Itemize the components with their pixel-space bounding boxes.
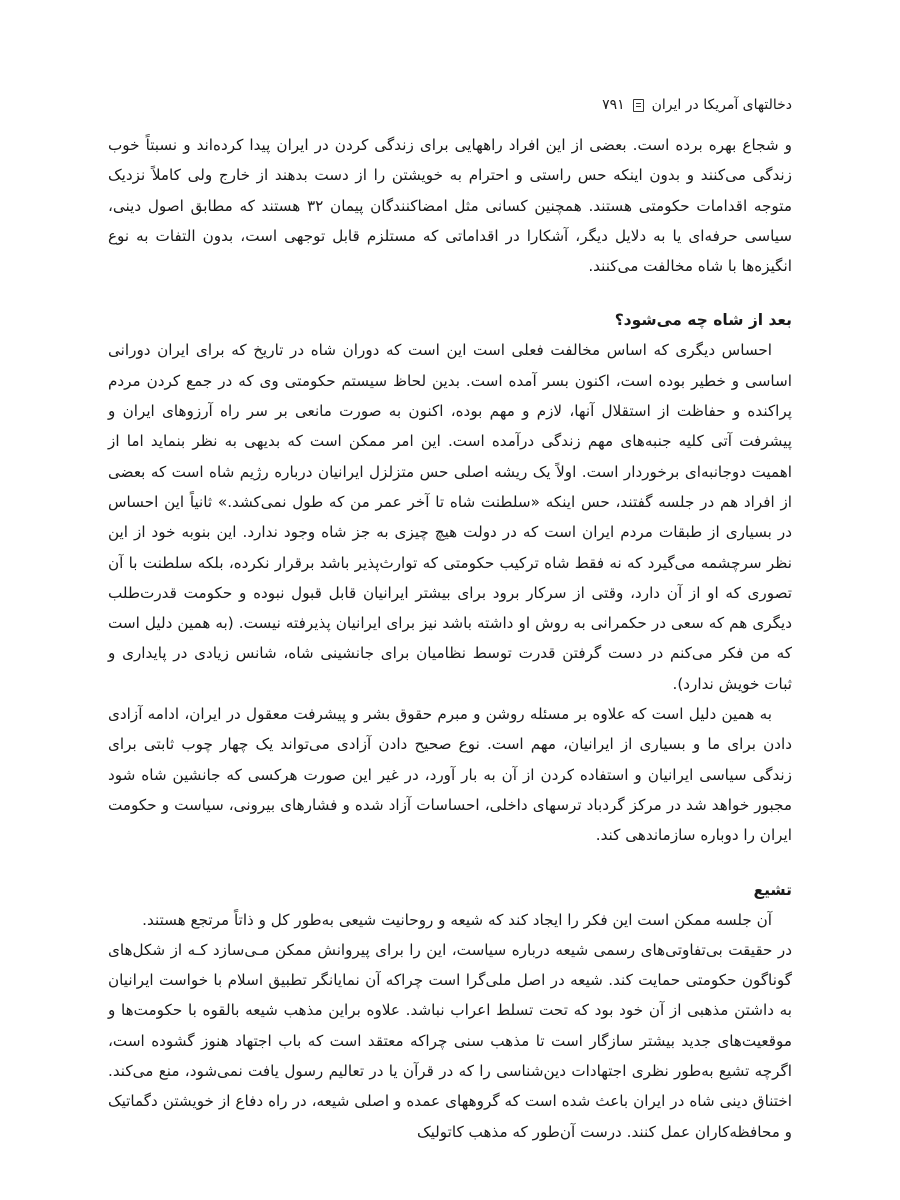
book-page (108, 92, 792, 1147)
running-head (108, 92, 792, 118)
section-heading-shiism: تشیع (753, 880, 792, 899)
paragraph: آن جلسه ممکن است این فکر را ایجاد کند که شیعه و روحانیت شیعی به‌طور کل و ذاتاً مرتجع هستند. (142, 910, 772, 929)
paragraph: در حقیقت بی‌تفاوتی‌های رسمی شیعه درباره سیاست، این را برای پیروانش ممکن مـی‌سازد کـه از شکل‌های گوناگون حکومتی حمایت کند. شیعه در اصل ملی‌گرا است چراکه آن نمایانگر تطبیق اسلام با خواست ایرانیان به داشتن مذهبی از آن خود بود که تحت تسلط اعراب نباشد. علاوه براین مذهب شیعه بالقوه با حکومت‌ها و موقعیت‌های جدید بیشتر سازگار است تا مذهب سنی چراکه معتقد است که باب اجتهاد هنوز گشوده است، اگرچه تشیع به‌طور نظری اجتهادات دین‌شناسی را که در قرآن یا در تعالیم رسول یافت نمی‌شود، منع می‌کند. اختناق دینی شاه در ایران باعث شده است که گروههای عمده و اصلی شیعه، در راه دفاع از خویشتن دگماتیک و محافظه‌کاران عمل کنند. درست آن‌طور که مذهب کاتولیک (108, 940, 792, 1141)
page-number: ۷۹۱ (602, 97, 625, 113)
paragraph: احساس دیگری که اساس مخالفت فعلی است این است که دوران شاه در تاریخ که برای ایران دورانی اساسی و خطیر بوده است، اکنون بسر آمده است. بدین لحاظ سیستم حکومتی وی که در جمع کردن مردم پراکنده و حفاظت از استقلال آنها، لازم و مهم بوده، اکنون به صورت مانعی بر سر راه آرزوهای ایران و پیشرفت آتی کلیه جنبه‌های مهم زندگی درآمده است. این امر ممکن است که بدیهی به نظر بنماید اما از اهمیت دوجانبه‌ای برخوردار است. اولاً یک ریشه اصلی حس متزلزل ایرانیان درباره رژیم شاه است که بعضی از افراد هم در جلسه گفتند، حس اینکه «سلطنت شاه تا آخر عمر من که طول نمی‌کشد.» ثانیاً این احساس در بسیاری از طبقات مردم ایران است که در دولت هیچ چیزی به جز شاه وجود ندارد. این بنوبه خود از این نظر سرچشمه می‌گیرد که نه فقط شاه ترکیب حکومتی که توارث‌پذیر باشد برقرار نکرده، بلکه سلطنت با آن تصوری که او از آن دارد، وقتی از سرکار برود برای بیشتر ایرانیان قابل قبول نبوده و حکومت قدرت‌طلب دیگری هم که سعی در حکمرانی به روش او داشته باشد نیز برای ایرانیان پذیرفته نیست. (به همین دلیل است که من فکر می‌کنم در دست گرفتن قدرت توسط نظامیان برای جانشینی شاه، شانس زیادی در پایداری و ثبات خویش ندارد). (108, 341, 792, 693)
book-icon (633, 99, 644, 112)
paragraph-continuation: و شجاع بهره برده است. بعضی از این افراد راههایی برای زندگی کردن در ایران پیدا کرده‌اند و نسبتاً خوب زندگی می‌کنند و بدون اینکه حس راستی و احترام به خویشتن را از دست بدهند از خارج ولی کاملاً نزدیک متوجه اقدامات حکومتی هستند. همچنین کسانی مثل امضاکنندگان پیمان ۳۲ هستند که مطابق اصول دینی، سیاسی حرفه‌ای یا به دلایل دیگر، آشکارا در اقداماتی که مستلزم قابل توجهی است، بدون التفات به نوع انگیزه‌ها با شاه مخالفت می‌کنند. (108, 136, 792, 276)
paragraph: به همین دلیل است که علاوه بر مسئله روشن و مبرم حقوق بشر و پیشرفت معقول در ایران، ادامه آزادی دادن برای ما و بسیاری از ایرانیان، مهم است. نوع صحیح دادن آزادی می‌تواند یک چهار چوب ثابتی برای زندگی سیاسی ایرانیان و استفاده کردن از آن به بار آورد، در غیر این صورت هرکسی که جانشین شاه شود مجبور خواهد شد در مرکز گردباد ترسهای داخلی، احساسات آزاد شده و فشارهای بیرونی، سیاست و حکومت ایران را دوباره سازماندهی کند. (108, 705, 792, 845)
section-heading-after-shah: بعد از شاه چه می‌شود؟ (614, 311, 792, 330)
running-title: دخالتهای آمریکا در ایران (651, 97, 792, 113)
